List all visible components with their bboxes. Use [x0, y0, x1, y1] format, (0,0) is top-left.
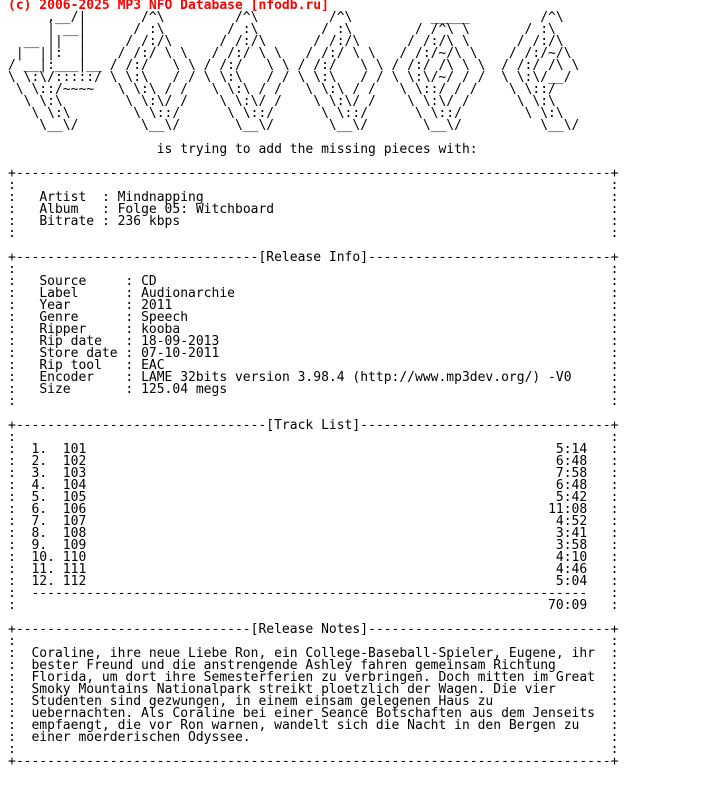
- track-title: 104: [62, 478, 87, 493]
- release-info-label: Genre: [39, 310, 126, 325]
- track-number: 7.: [31, 514, 63, 529]
- tagline-text: is trying to add the missing pieces with:: [156, 142, 478, 157]
- track-row: : 6. 106 11:08 :: [8, 502, 619, 517]
- release-info-section: +-------------------------------[Release Info]-------------------------------+ : : : Source : CD : : Label : Audionarchie : : Year : 2011 : : Genre : Speech : : Ripper : kooba : : Rip date : 18-09-2013 : : Store date : 07-10-2011 : : Rip tool : EAC : : Encoder : LAME 32bits version 3.98.4 (http://www.mp3dev.org/) -V0 : : Size : 125.04 megs : : :: [8, 250, 619, 409]
- track-title: 112: [62, 574, 87, 589]
- release-notes-line: empfaengt, die vor Ron warnen, wandelt sich die Nacht in den Bergen zu: [31, 718, 580, 733]
- tagline: [8, 142, 478, 157]
- release-info-value: kooba: [141, 322, 181, 337]
- track-duration: 4:46: [548, 562, 588, 577]
- release-info-value: 2011: [141, 298, 173, 313]
- release-info-value: LAME 32bits version 3.98.4 (http://www.mp3dev.org/) -V0: [141, 370, 572, 385]
- track-duration: 6:48: [548, 478, 588, 493]
- track-row: : 8. 108 3:41 :: [8, 526, 619, 541]
- release-info-value: Audionarchie: [141, 286, 235, 301]
- release-info-label: Size: [39, 382, 126, 397]
- release-notes-line: bester Freund und die anstrengende Ashley fahren gemeinsam Richtung: [31, 658, 556, 673]
- bitrate-value: 236 kbps: [117, 214, 181, 229]
- track-title: 105: [62, 490, 87, 505]
- track-title: 107: [62, 514, 87, 529]
- release-info-label: Store date: [39, 346, 126, 361]
- release-info-value: 18-09-2013: [141, 334, 220, 349]
- release-notes-line: uebernachten. Als Coraline bei einer Seance Botschaften aus dem Jenseits: [31, 706, 596, 721]
- track-row: : 1. 101 5:14 :: [8, 442, 619, 457]
- track-row: : 7. 107 4:52 :: [8, 514, 619, 529]
- bitrate-label: Bitrate: [39, 214, 102, 229]
- release-notes-line: Smoky Mountains Nationalpark streikt ploetzlich der Wagen. Die vier: [31, 682, 556, 697]
- track-duration: 5:04: [548, 574, 588, 589]
- track-title: 106: [62, 502, 87, 517]
- release-notes-line: Coraline, ihre neue Liebe Ron, ein College-Baseball-Spieler, Eugene, ihr: [31, 646, 596, 661]
- track-number: 10.: [31, 550, 63, 565]
- release-notes-line: Florida, um dort ihre Semesterferien zu verbringen. Doch mitten im Great: [31, 670, 596, 685]
- track-title: 101: [62, 442, 87, 457]
- track-list-header: +--------------------------------[Track List]--------------------------------+: [8, 418, 619, 433]
- release-info-value: CD: [141, 274, 157, 289]
- artist-label: Artist: [39, 190, 102, 205]
- release-info-value: 125.04 megs: [141, 382, 228, 397]
- release-info-value: EAC: [141, 358, 165, 373]
- release-notes-line: Studenten sind gezwungen, in einem einsam gelegenen Haus zu: [31, 694, 494, 709]
- track-number: 2.: [31, 454, 63, 469]
- track-number: 1.: [31, 442, 63, 457]
- track-title: 103: [62, 466, 87, 481]
- album-value: Folge 05: Witchboard: [117, 202, 275, 217]
- track-number: 5.: [31, 490, 63, 505]
- album-label: Album: [39, 202, 102, 217]
- track-row: : 11. 111 4:46 :: [8, 562, 619, 577]
- track-duration: 5:14: [548, 442, 588, 457]
- track-number: 8.: [31, 526, 63, 541]
- track-duration: 11:08: [548, 502, 588, 517]
- track-row: : 3. 103 7:58 :: [8, 466, 619, 481]
- release-info-value: 07-10-2011: [141, 346, 220, 361]
- track-title: 102: [62, 454, 87, 469]
- track-duration: 4:10: [548, 550, 588, 565]
- track-number: 4.: [31, 478, 63, 493]
- track-duration: 6:48: [548, 454, 588, 469]
- track-duration: 3:58: [548, 538, 588, 553]
- track-row: : 10. 110 4:10 :: [8, 550, 619, 565]
- track-row: : 9. 109 3:58 :: [8, 538, 619, 553]
- track-number: 9.: [31, 538, 63, 553]
- copyright-banner: (c) 2006-2025 MP3 NFO Database [nfodb.ru]: [8, 0, 329, 13]
- release-info-label: Rip tool: [39, 358, 126, 373]
- release-info-header: +-------------------------------[Release Info]-------------------------------+: [8, 250, 619, 265]
- release-info-label: Year: [39, 298, 126, 313]
- release-info-label: Label: [39, 286, 126, 301]
- track-number: 6.: [31, 502, 63, 517]
- artist-value: Mindnapping: [117, 190, 204, 205]
- track-row: : 5. 105 5:42 :: [8, 490, 619, 505]
- nfo-document: [8, 0, 619, 768]
- release-notes-section: +------------------------------[Release Notes]-------------------------------+ : : : Coraline, ihre neue Liebe Ron, ein College-Baseball-Spieler, Eugene, ihr : : bester Freund und die anstrengende Ashley fahren gemeinsam Richtung : : Florida, um dort ihre Semesterferien zu verbringen. Doch mitten im Great : : Smoky Mountains Nationalpark streikt ploetzlich der Wagen. Die vier : : Studenten sind gezwungen, in einem einsam gelegenen Haus zu : : uebernachten. Als Coraline bei einer Seance Botschaften aus dem Jenseits : : empfaengt, die vor Ron warnen, wandelt sich die Nacht in den Bergen zu : : einer moerderischen Odyssee. : : : +----------------------------------------------------------------------------+: [8, 622, 619, 769]
- release-info-label: Encoder: [39, 370, 126, 385]
- release-info-value: Speech: [141, 310, 189, 325]
- track-number: 11.: [31, 562, 63, 577]
- release-notes-line: einer moerderischen Odyssee.: [31, 730, 251, 745]
- track-number: 12.: [31, 574, 63, 589]
- total-duration: 70:09: [548, 598, 588, 613]
- track-duration: 7:58: [548, 466, 588, 481]
- track-duration: 3:41: [548, 526, 588, 541]
- track-number: 3.: [31, 466, 63, 481]
- track-row: : 4. 104 6:48 :: [8, 478, 619, 493]
- release-info-label: Rip date: [39, 334, 126, 349]
- release-info-label: Source: [39, 274, 126, 289]
- logo-ascii-art: ,__/| /^\ /^\ /^\ _____ /^\ | __| / :\ / :\ / :\ / /^\ \ / :\ __ || | / /:/\ / /:/\ / /:/\ / /:/\ \ / /:/\ | ||: | / /:/ \ \ / /:/ \ \ / /:/ \ \ / /:/~/\ \ / /:/~/\ / __|:___|__ / /:/ \ \ / /:/ \ \ / /:/ \ \ / /:/ /\ \ \ / /:/ /\ \ \ \:\/:::::/ \ \:\ / / \ \:\ / / \ \:\ / / \ \:\/~/ / / \ \:\/__/ \ \::/~~~~ \ \:\ / / \ \:\ / / \ \:\ / / \ \::/ / / \ \::/ \ \:\ \ \:\/ / \ \:\/ / \ \:\/ / \ \:\/ / \ \:\ \ \:\ \ \::/ \ \::/ \ \::/ \ \::/ \ \:\ \__\/ \__\/ \__\/ \__\/ \__\/ \__\/: [8, 10, 580, 133]
- track-list-section: +--------------------------------[Track List]--------------------------------+ : : : 1. 101 5:14 : : 2. 102 6:48 : : 3. 103 7:58 : : 4. 104 6:48 : : 5. 105 5:42 : : 6. 106 11:08 : : 7. 107 4:52 : : 8. 108 3:41 : : 9. 109 3:58 : : 10. 110 4:10 : : 11. 111 4:46 : : 12. 112 5:04 : : ----------------------------------------------------------------------- : : 70:09 :: [8, 418, 619, 613]
- track-title: 111: [62, 562, 87, 577]
- release-info-label: Ripper: [39, 322, 126, 337]
- track-duration: 4:52: [548, 514, 588, 529]
- track-title: 109: [62, 538, 87, 553]
- track-title: 110: [62, 550, 87, 565]
- release-notes-header: +------------------------------[Release Notes]-------------------------------+: [8, 622, 619, 637]
- track-row: : 2. 102 6:48 :: [8, 454, 619, 469]
- track-duration: 5:42: [548, 490, 588, 505]
- track-title: 108: [62, 526, 87, 541]
- track-row: : 12. 112 5:04 :: [8, 574, 619, 589]
- summary-frame: +----------------------------------------------------------------------------+ : : : Artist : Mindnapping : : Album : Folge 05: Witchboard : : Bitrate : 236 kbps : : :: [8, 166, 619, 241]
